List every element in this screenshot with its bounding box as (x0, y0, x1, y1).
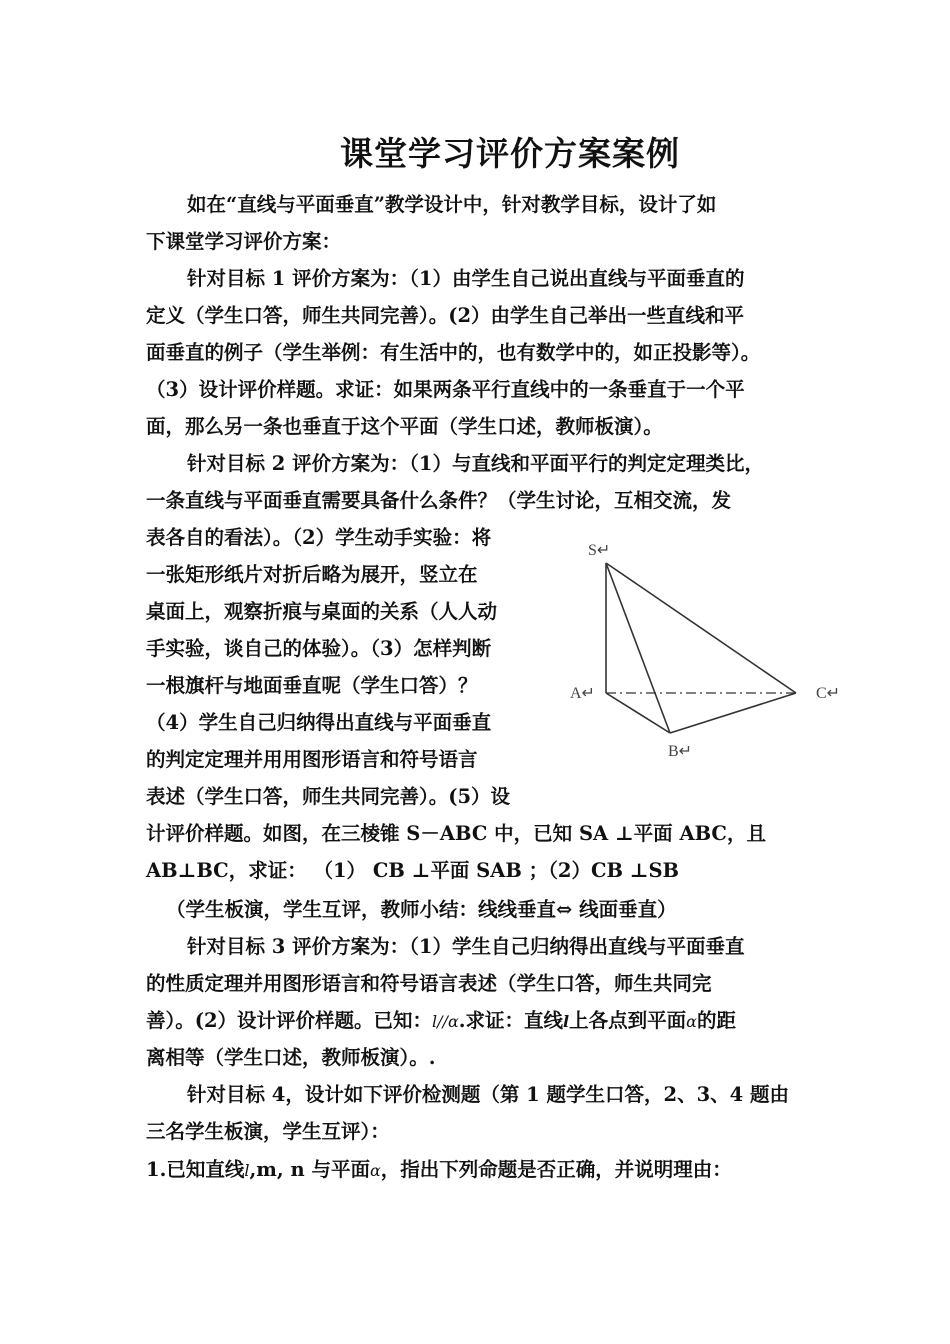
text-line: 一根旗杆与地面垂直呢（学生口答）？ (146, 674, 478, 697)
pyramid-figure (560, 530, 860, 770)
text-line: 定义（学生口答，师生共同完善）。(2）由学生自己举出一些直线和平 (146, 304, 745, 327)
math-variable: α (369, 1161, 381, 1180)
math-variable: l (563, 1012, 570, 1031)
text-line: （4）学生自己归纳得出直线与平面垂直 (146, 711, 492, 734)
math-variable: l (244, 1161, 250, 1180)
edge-bc (670, 693, 796, 733)
text-line: 针对目标 3 评价方案为：（1）学生自己归纳得出直线与平面垂直 (187, 935, 745, 958)
text-line: 三名学生板演，学生互评）： (146, 1120, 390, 1143)
text-line: （3）设计评价样题。求证：如果两条平行直线中的一条垂直于一个平 (146, 378, 745, 401)
text-line: 计评价样题。如图，在三棱锥 S－ABC 中，已知 SA ⊥平面 ABC，且 (146, 822, 766, 845)
text-line: 表述（学生口答，师生共同完善）。(5）设 (146, 785, 511, 808)
text-line: 离相等（学生口述，教师板演）。. (146, 1046, 436, 1069)
text-line: AB⊥BC，求证： （1） CB ⊥平面 SAB ；（2）CB ⊥SB (146, 859, 680, 882)
text-line: 1.已知直线l,m, n 与平面α，指出下列命题是否正确，并说明理由： (146, 1158, 732, 1181)
label-a: A↵ (570, 685, 595, 702)
text-line: 面，那么另一条也垂直于这个平面（学生口述，教师板演）。 (146, 415, 663, 438)
label-c: C↵ (816, 685, 841, 702)
text-line: 一条直线与平面垂直需要具备什么条件？（学生讨论，互相交流，发 (146, 489, 732, 512)
text-line: 如在“直线与平面垂直”教学设计中，针对教学目标，设计了如 (187, 193, 717, 216)
text-line: 针对目标 1 评价方案为：（1）由学生自己说出直线与平面垂直的 (187, 267, 745, 290)
text-line: 桌面上，观察折痕与桌面的关系（人人动 (146, 600, 498, 623)
edge-sb (606, 563, 670, 733)
page-title: 课堂学习评价方案案例 (340, 134, 680, 173)
edge-sc (606, 563, 796, 693)
text-line: 针对目标 2 评价方案为：（1）与直线和平面平行的判定定理类比， (187, 452, 764, 475)
label-b: B↵ (668, 743, 693, 760)
math-variable: α (686, 1012, 697, 1031)
text-line: 一张矩形纸片对折后略为展开，竖立在 (146, 563, 478, 586)
text-line: 面垂直的例子（学生举例：有生活中的，也有数学中的，如正投影等）。 (146, 341, 761, 364)
text-line: 的性质定理并用图形语言和符号语言表述（学生口答，师生共同完 (146, 972, 712, 995)
text-line: 下课堂学习评价方案： (146, 230, 342, 253)
text-line: 的判定定理并用用图形语言和符号语言 (146, 748, 478, 771)
edge-ab (606, 693, 670, 733)
text-line: 善）。(2）设计评价样题。已知：l//α.求证：直线l上各点到平面α的距 (146, 1009, 736, 1032)
math-expression: l//α (432, 1012, 459, 1031)
text-line: 针对目标 4，设计如下评价检测题（第 1 题学生口答，2、3、4 题由 (187, 1083, 789, 1106)
text-line: 表各自的看法）。（2）学生动手实验：将 (146, 526, 492, 549)
text-line: （学生板演，学生互评，教师小结：线线垂直⇔ 线面垂直） (166, 898, 677, 921)
label-s: S↵ (588, 542, 611, 559)
text-line: 手实验，谈自己的体验）。（3）怎样判断 (146, 637, 492, 660)
